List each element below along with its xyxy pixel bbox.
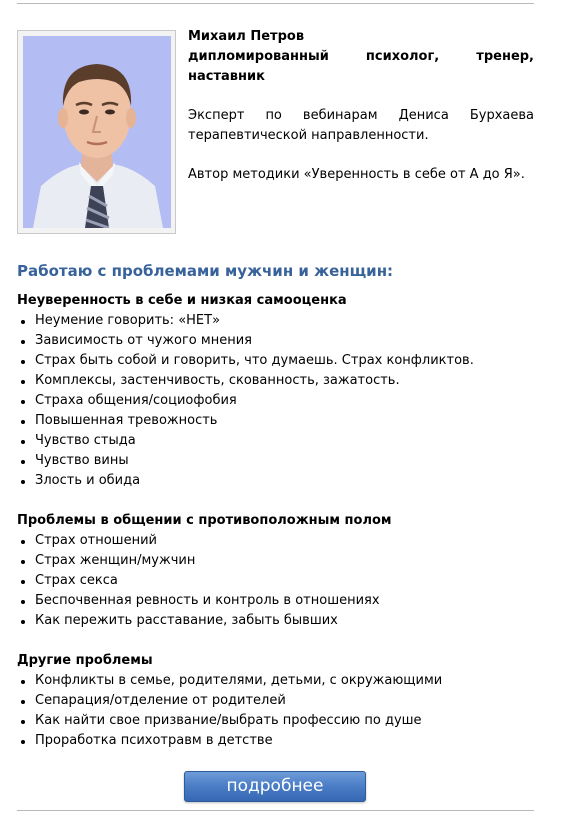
- list-item: Повышенная тревожность: [17, 411, 537, 431]
- problem-list: [17, 311, 537, 491]
- problem-list: [17, 671, 537, 751]
- list-item: Страха общения/социофобия: [17, 391, 537, 411]
- problem-section-relationships: [17, 511, 537, 631]
- list-item: Как найти свое призвание/выбрать профессию по душе: [17, 711, 537, 731]
- profile-title: дипломированный психолог, тренер,: [188, 49, 534, 64]
- list-item: Комплексы, застенчивость, скованность, зажатость.: [17, 371, 537, 391]
- profile-description: Эксперт по вебинарам Дениса Бурхаева: [188, 108, 534, 123]
- problem-list: [17, 531, 537, 631]
- section-headline: Работаю с проблемами мужчин и женщин:: [17, 262, 394, 280]
- list-item: Страх секса: [17, 571, 537, 591]
- list-item: Беспочвенная ревность и контроль в отношениях: [17, 591, 537, 611]
- list-item: Проработка психотравм в детстве: [17, 731, 537, 751]
- more-details-button[interactable]: подробнее: [184, 771, 366, 802]
- list-item: Злость и обида: [17, 471, 537, 491]
- bottom-divider: [17, 810, 534, 811]
- profile-description-continued: терапевтической направленности.: [188, 128, 429, 143]
- list-item: Зависимость от чужого мнения: [17, 331, 537, 351]
- section-title: Неуверенность в себе и низкая самооценка: [17, 293, 347, 308]
- section-title: Другие проблемы: [17, 653, 153, 668]
- top-divider: [17, 3, 534, 4]
- problem-section-other: [17, 651, 537, 751]
- profile-bio: [188, 27, 534, 185]
- profile-title-continued: наставник: [188, 69, 265, 84]
- list-item: Страх женщин/мужчин: [17, 551, 537, 571]
- list-item: Конфликты в семье, родителями, детьми, с окружающими: [17, 671, 537, 691]
- list-item: Страх отношений: [17, 531, 537, 551]
- list-item: Неумение говорить: «НЕТ»: [17, 311, 537, 331]
- problem-section-confidence: [17, 291, 537, 491]
- list-item: Чувство вины: [17, 451, 537, 471]
- list-item: Сепарация/отделение от родителей: [17, 691, 537, 711]
- list-item: Страх быть собой и говорить, что думаешь. Страх конфликтов.: [17, 351, 537, 371]
- profile-method: Автор методики «Уверенность в себе от А до Я».: [188, 167, 525, 182]
- profile-name: Михаил Петров: [188, 29, 305, 44]
- portrait-image: [23, 36, 171, 228]
- list-item: Чувство стыда: [17, 431, 537, 451]
- section-title: Проблемы в общении с противоположным полом: [17, 513, 392, 528]
- list-item: Как пережить расставание, забыть бывших: [17, 611, 537, 631]
- profile-photo: [17, 30, 176, 234]
